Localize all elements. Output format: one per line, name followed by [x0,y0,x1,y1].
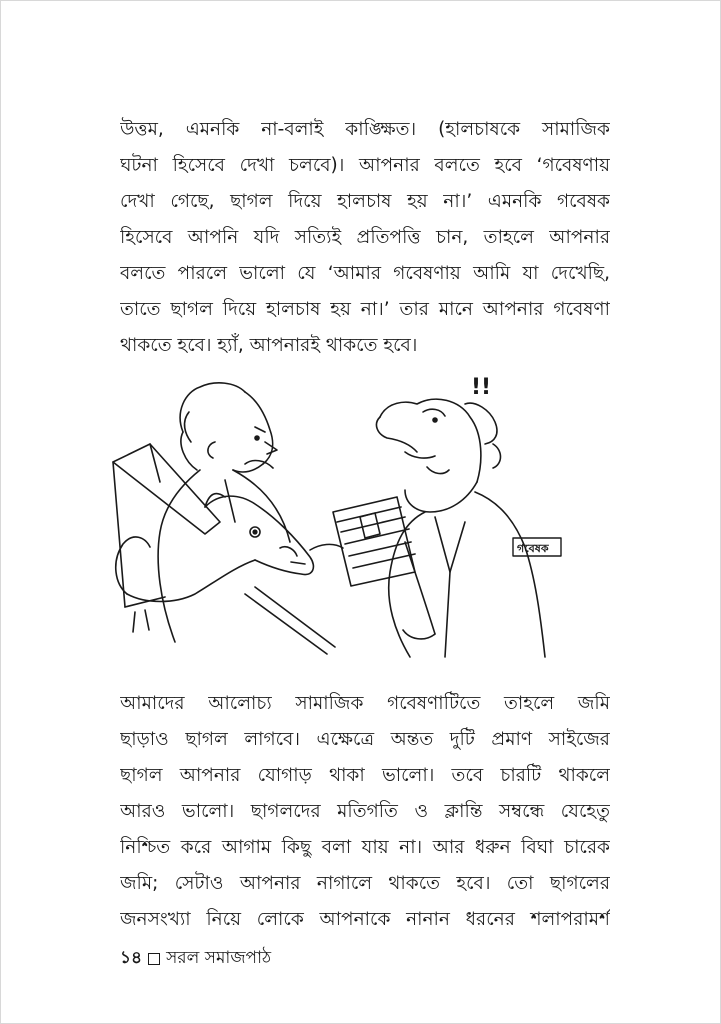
page-footer [120,945,271,973]
text-line: আরও ভালো। ছাগলদের মতিগতি ও ক্লান্তি সম্বন্ধে যেহেতু [120,801,610,822]
book-title: সরল সমাজপাঠ [166,948,272,968]
text-line: থাকতে হবে। হ্যাঁ, আপনারই থাকতে হবে। [120,335,418,356]
text-line: ছাগল আপনার যোগাড় থাকা ভালো। তবে চারটি থাকলে [120,765,610,786]
text-line: ছাড়াও ছাগল লাগবে। এক্ষেত্রে অন্তত দুটি প্রমাণ সাইজের [120,729,610,750]
text-line: নিশ্চিত করে আগাম কিছু বলা যায় না। আর ধরুন বিঘা চারেক [120,837,610,858]
paragraph-top [120,112,610,364]
square-separator-icon [148,953,160,965]
cartoon-illustration [105,372,610,662]
text-line: উত্তম, এমনকি না-বলাই কাঙ্ক্ষিত। (হালচাষকে সামাজিক [120,119,610,140]
text-line: বলতে পারলে ভালো যে ‘আমার গবেষণায় আমি যা দেখেছি, [120,263,610,284]
text-line: জমি; সেটাও আপনার নাগালে থাকতে হবে। তো ছাগলের [120,873,610,894]
text-line: আমাদের আলোচ্য সামাজিক গবেষণাটিতে তাহলে জমি [120,693,610,714]
chair-drawing [113,444,335,654]
researcher-badge: গবেষক [517,542,549,555]
exclamation-mark: !! [471,375,492,400]
text-line: ঘটনা হিসেবে দেখা চলবে)। আপনার বলতে হবে ‘গবেষণায় [120,155,610,176]
goat-drawing [116,494,314,632]
text-line: তাতে ছাগল দিয়ে হালচাষ হয় না।’ তার মানে আপনার গবেষণা [120,299,610,320]
page-number: ১৪ [120,948,143,968]
paragraph-bottom [120,686,610,938]
text-line: দেখা গেছে, ছাগল দিয়ে হালচাষ হয় না।’ এমনকি গবেষক [120,191,610,212]
text-line: হিসেবে আপনি যদি সত্যিই প্রতিপত্তি চান, তাহলে আপনার [120,227,610,248]
text-line: জনসংখ্যা নিয়ে লোকে আপনাকে নানান ধরনের শলাপরামর্শ [120,909,610,930]
